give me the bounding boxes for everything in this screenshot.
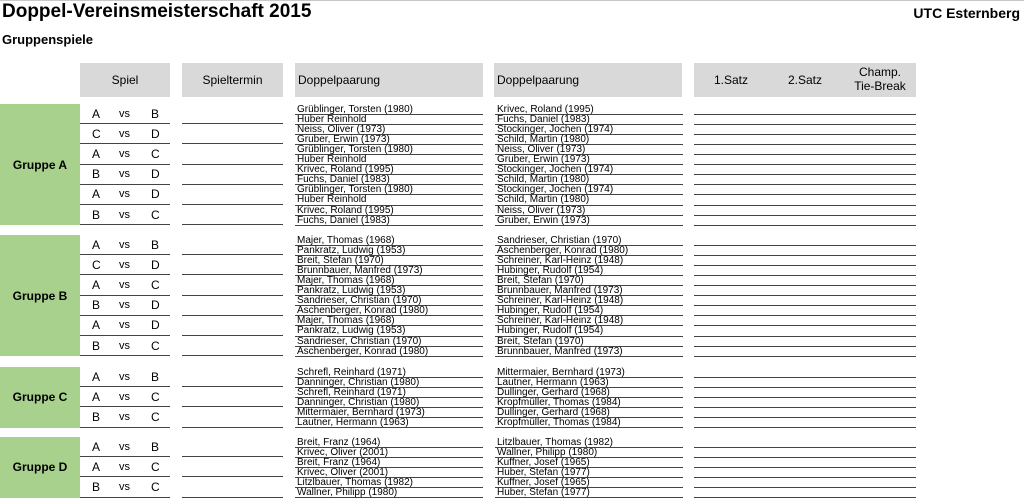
result-field[interactable] [694, 174, 916, 175]
team-1-letter: A [92, 369, 101, 384]
player-name: Hubinger, Rudolf (1954) [497, 325, 604, 337]
match-pairing [80, 235, 170, 255]
team-1-letter: C [92, 126, 101, 141]
spieltermin-field[interactable] [182, 386, 283, 387]
player-name: Breit, Stefan (1970) [497, 274, 584, 286]
player-name: Aschenberger, Konrad (1980) [297, 345, 429, 357]
player-name: Kropfmüller, Thomas (1984) [497, 417, 621, 428]
result-field[interactable] [694, 265, 916, 266]
vs-label: vs [119, 480, 130, 493]
name-underline [495, 497, 683, 498]
name-underline [495, 356, 683, 357]
match-pairing [80, 296, 170, 316]
player-name: Neiss, Oliver (1973) [297, 123, 386, 135]
team-1-letter: B [92, 207, 101, 222]
player-name: Krivec, Roland (1995) [497, 103, 594, 115]
match-pairing [80, 437, 170, 457]
name-underline [295, 497, 483, 498]
player-name: Gruber, Erwin (1973) [497, 154, 590, 165]
result-field[interactable] [694, 417, 916, 418]
group-label: Gruppe A [0, 104, 80, 225]
player-name: Schild, Martin (1980) [497, 174, 590, 186]
player-name: Brunnbauer, Manfred (1973) [297, 264, 423, 276]
player-name: Sandrieser, Christian (1970) [297, 335, 422, 347]
player-name: Majer, Thomas (1968) [297, 234, 395, 246]
match-pairing [80, 457, 170, 477]
team-1-letter: A [92, 439, 101, 454]
player-name: Dullinger, Gerhard (1968) [497, 406, 610, 418]
player-name: Gruber, Erwin (1973) [297, 133, 390, 145]
result-field[interactable] [694, 215, 916, 216]
name-underline [295, 225, 483, 226]
spieltermin-field[interactable] [182, 184, 283, 185]
spieltermin-field[interactable] [182, 355, 283, 356]
player-name: Wallner, Philipp (1980) [497, 446, 598, 458]
player-name: Schrefl, Reinhard (1971) [297, 366, 406, 378]
result-field[interactable] [694, 477, 916, 478]
result-field[interactable] [694, 387, 916, 388]
team-2-letter: D [151, 257, 160, 272]
result-field[interactable] [694, 336, 916, 337]
result-field[interactable] [694, 457, 916, 458]
page-title: Doppel-Vereinsmeisterschaft 2015 [2, 1, 312, 22]
result-field[interactable] [694, 427, 916, 428]
vs-label: vs [119, 278, 130, 291]
player-name: Mittermaier, Bernhard (1973) [497, 366, 625, 378]
player-name: Krivec, Oliver (2001) [297, 446, 389, 458]
vs-label: vs [119, 168, 130, 181]
spieltermin-field[interactable] [182, 164, 283, 165]
vs-label: vs [119, 188, 130, 201]
team-2-letter: C [151, 409, 160, 424]
group-label: Gruppe B [0, 235, 80, 356]
spieltermin-field[interactable] [182, 143, 283, 144]
player-name: Neiss, Oliver (1973) [497, 204, 586, 216]
match-pairing [80, 316, 170, 336]
team-1-letter: A [92, 146, 101, 161]
team-2-letter: C [151, 389, 160, 404]
result-field[interactable] [694, 134, 916, 135]
player-name: Majer, Thomas (1968) [297, 315, 395, 327]
player-name: Huber Reinhold [297, 113, 367, 125]
result-field[interactable] [694, 315, 916, 316]
player-name: Huber, Stefan (1977) [497, 466, 590, 478]
team-2-letter: D [151, 298, 160, 313]
vs-label: vs [119, 440, 130, 453]
result-field[interactable] [694, 377, 916, 378]
result-field[interactable] [694, 194, 916, 195]
player-name: Grüblinger, Torsten (1980) [297, 184, 413, 196]
group-label: Gruppe C [0, 367, 80, 428]
club-name: UTC Esternberg [913, 5, 1020, 21]
vs-label: vs [119, 258, 130, 271]
player-name: Brunnbauer, Manfred (1973) [497, 345, 623, 357]
result-field[interactable] [694, 124, 916, 125]
vs-label: vs [119, 208, 130, 221]
player-name: Danninger, Christian (1980) [297, 396, 420, 408]
match-pairing [80, 255, 170, 275]
header-doppelpaarung-2-label: Doppelpaarung [497, 73, 580, 87]
player-name: Danninger, Christian (1980) [297, 376, 420, 388]
page-subtitle: Gruppenspiele [2, 32, 94, 47]
player-name: Breit, Franz (1964) [297, 456, 381, 468]
spieltermin-field[interactable] [182, 406, 283, 407]
team-2-letter: B [151, 106, 160, 121]
spieltermin-field[interactable] [182, 476, 283, 477]
player-name: Hubinger, Rudolf (1954) [497, 264, 604, 276]
vs-label: vs [119, 390, 130, 403]
player-name: Schrefl, Reinhard (1971) [297, 386, 406, 398]
player-name: Kuffner, Josef (1965) [497, 456, 590, 468]
header-champ-label [854, 65, 906, 93]
result-field[interactable] [694, 285, 916, 286]
header-doppelpaarung-1-label: Doppelpaarung [298, 73, 381, 87]
match-pairing [80, 367, 170, 387]
player-name: Kropfmüller, Thomas (1984) [497, 396, 621, 408]
player-name: Majer, Thomas (1968) [297, 274, 395, 286]
player-name: Breit, Franz (1964) [297, 436, 381, 448]
team-1-letter: B [92, 338, 101, 353]
result-field[interactable] [694, 487, 916, 488]
player-name: Hubinger, Rudolf (1954) [497, 305, 604, 317]
header-doppelpaarung-1 [295, 63, 483, 97]
player-name: Brunnbauer, Manfred (1973) [497, 285, 623, 296]
player-name: Grüblinger, Torsten (1980) [297, 103, 413, 115]
player-name: Aschenberger, Konrad (1980) [297, 305, 429, 317]
header-spiel-label: Spiel [111, 73, 139, 87]
spieltermin-field[interactable] [182, 274, 283, 275]
result-field[interactable] [694, 346, 916, 347]
team-1-letter: A [92, 187, 101, 202]
player-name: Stockinger, Jochen (1974) [497, 184, 614, 196]
match-pairing [80, 185, 170, 205]
team-1-letter: B [92, 298, 101, 313]
team-1-letter: B [92, 167, 101, 182]
result-field[interactable] [694, 467, 916, 468]
match-pairing [80, 104, 170, 124]
spieltermin-field[interactable] [182, 427, 283, 428]
vs-label: vs [119, 410, 130, 423]
vs-label: vs [119, 127, 130, 140]
result-field[interactable] [694, 447, 916, 448]
match-pairing [80, 124, 170, 144]
player-name: Pankratz, Ludwig (1953) [297, 325, 406, 337]
player-name: Huber, Stefan (1977) [497, 487, 590, 498]
player-name: Krivec, Oliver (2001) [297, 466, 389, 478]
player-name: Schild, Martin (1980) [497, 194, 590, 206]
match-pairing [80, 336, 170, 356]
result-field[interactable] [694, 255, 916, 256]
header-satz2-label: 2.Satz [788, 73, 823, 87]
match-pairing [80, 205, 170, 225]
result-field[interactable] [694, 275, 916, 276]
player-name: Schreiner, Karl-Heinz (1948) [497, 315, 624, 327]
team-2-letter: C [151, 207, 160, 222]
result-field[interactable] [694, 144, 916, 145]
player-name: Schild, Martin (1980) [497, 133, 590, 145]
player-name: Sandrieser, Christian (1970) [297, 295, 422, 307]
team-1-letter: A [92, 389, 101, 404]
vs-label: vs [119, 299, 130, 312]
result-field[interactable] [694, 305, 916, 306]
result-field[interactable] [694, 205, 916, 206]
player-name: Krivec, Roland (1995) [297, 164, 394, 176]
player-name: Sandrieser, Christian (1970) [497, 234, 622, 246]
player-name: Schreiner, Karl-Heinz (1948) [497, 295, 624, 307]
vs-label: vs [119, 460, 130, 473]
team-1-letter: A [92, 459, 101, 474]
result-field[interactable] [694, 295, 916, 296]
spieltermin-field[interactable] [182, 456, 283, 457]
match-pairing [80, 387, 170, 407]
team-1-letter: A [92, 318, 101, 333]
header-spiel [80, 63, 170, 97]
player-name: Lautner, Hermann (1963) [497, 376, 609, 388]
vs-label: vs [119, 339, 130, 352]
player-name: Aschenberger, Konrad (1980) [497, 244, 629, 256]
player-name: Grüblinger, Torsten (1980) [297, 143, 413, 155]
header-satz1-label: 1.Satz [714, 73, 749, 87]
spieltermin-field[interactable] [182, 204, 283, 205]
vs-label: vs [119, 147, 130, 160]
spieltermin-field[interactable] [182, 123, 283, 124]
team-1-letter: B [92, 409, 101, 424]
player-name: Neiss, Oliver (1973) [497, 143, 586, 155]
team-2-letter: B [151, 237, 160, 252]
team-2-letter: C [151, 277, 160, 292]
player-name: Lautner, Hermann (1963) [297, 417, 409, 428]
result-field[interactable] [694, 184, 916, 185]
header-spieltermin-label: Spieltermin [202, 73, 263, 87]
spieltermin-field[interactable] [182, 315, 283, 316]
name-underline [495, 427, 683, 428]
player-name: Stockinger, Jochen (1974) [497, 123, 614, 135]
name-underline [295, 427, 483, 428]
spieltermin-field[interactable] [182, 224, 283, 225]
team-2-letter: C [151, 459, 160, 474]
header-champ-line2: Tie-Break [854, 79, 906, 93]
player-name: Litzlbauer, Thomas (1982) [497, 436, 613, 448]
player-name: Gruber, Erwin (1973) [497, 214, 590, 226]
player-name: Stockinger, Jochen (1974) [497, 164, 614, 176]
team-2-letter: C [151, 146, 160, 161]
vs-label: vs [119, 319, 130, 332]
player-name: Huber Reinhold [297, 154, 367, 165]
spieltermin-field[interactable] [182, 254, 283, 255]
team-2-letter: C [151, 479, 160, 494]
match-pairing [80, 144, 170, 164]
result-field[interactable] [694, 245, 916, 246]
team-1-letter: C [92, 257, 101, 272]
player-name: Wallner, Philipp (1980) [297, 487, 398, 498]
name-underline [495, 225, 683, 226]
player-name: Pankratz, Ludwig (1953) [297, 285, 406, 296]
team-2-letter: B [151, 439, 160, 454]
spieltermin-field[interactable] [182, 497, 283, 498]
header-champ-line1: Champ. [858, 65, 902, 79]
team-2-letter: D [151, 126, 160, 141]
spieltermin-field[interactable] [182, 335, 283, 336]
result-field[interactable] [694, 356, 916, 357]
team-2-letter: D [151, 187, 160, 202]
player-name: Fuchs, Daniel (1983) [497, 113, 590, 125]
name-underline [295, 356, 483, 357]
spieltermin-field[interactable] [182, 295, 283, 296]
player-name: Breit, Stefan (1970) [497, 335, 584, 347]
team-1-letter: A [92, 106, 101, 121]
team-2-letter: D [151, 167, 160, 182]
result-field[interactable] [694, 114, 916, 115]
result-field[interactable] [694, 497, 916, 498]
player-name: Huber Reinhold [297, 194, 367, 206]
vs-label: vs [119, 370, 130, 383]
player-name: Breit, Stefan (1970) [297, 254, 384, 266]
team-2-letter: C [151, 338, 160, 353]
player-name: Dullinger, Gerhard (1968) [497, 386, 610, 398]
match-pairing [80, 165, 170, 185]
player-name: Fuchs, Daniel (1983) [297, 214, 390, 226]
vs-label: vs [119, 107, 130, 120]
player-name: Schreiner, Karl-Heinz (1948) [497, 254, 624, 266]
match-pairing [80, 275, 170, 295]
header-doppelpaarung-2 [494, 63, 682, 97]
result-field[interactable] [694, 407, 916, 408]
team-2-letter: D [151, 318, 160, 333]
player-name: Litzlbauer, Thomas (1982) [297, 476, 413, 488]
match-pairing [80, 477, 170, 497]
result-field[interactable] [694, 225, 916, 226]
header-spieltermin [182, 63, 283, 97]
header-results [694, 63, 916, 97]
team-1-letter: A [92, 277, 101, 292]
player-name: Mittermaier, Bernhard (1973) [297, 406, 425, 418]
player-name: Kuffner, Josef (1965) [497, 476, 590, 488]
result-field[interactable] [694, 397, 916, 398]
team-1-letter: B [92, 479, 101, 494]
result-field[interactable] [694, 154, 916, 155]
player-name: Fuchs, Daniel (1983) [297, 174, 390, 186]
result-field[interactable] [694, 325, 916, 326]
vs-label: vs [119, 238, 130, 251]
result-field[interactable] [694, 164, 916, 165]
match-pairing [80, 407, 170, 427]
player-name: Pankratz, Ludwig (1953) [297, 244, 406, 256]
player-name: Krivec, Roland (1995) [297, 204, 394, 216]
group-label: Gruppe D [0, 437, 80, 498]
team-2-letter: B [151, 369, 160, 384]
team-1-letter: A [92, 237, 101, 252]
